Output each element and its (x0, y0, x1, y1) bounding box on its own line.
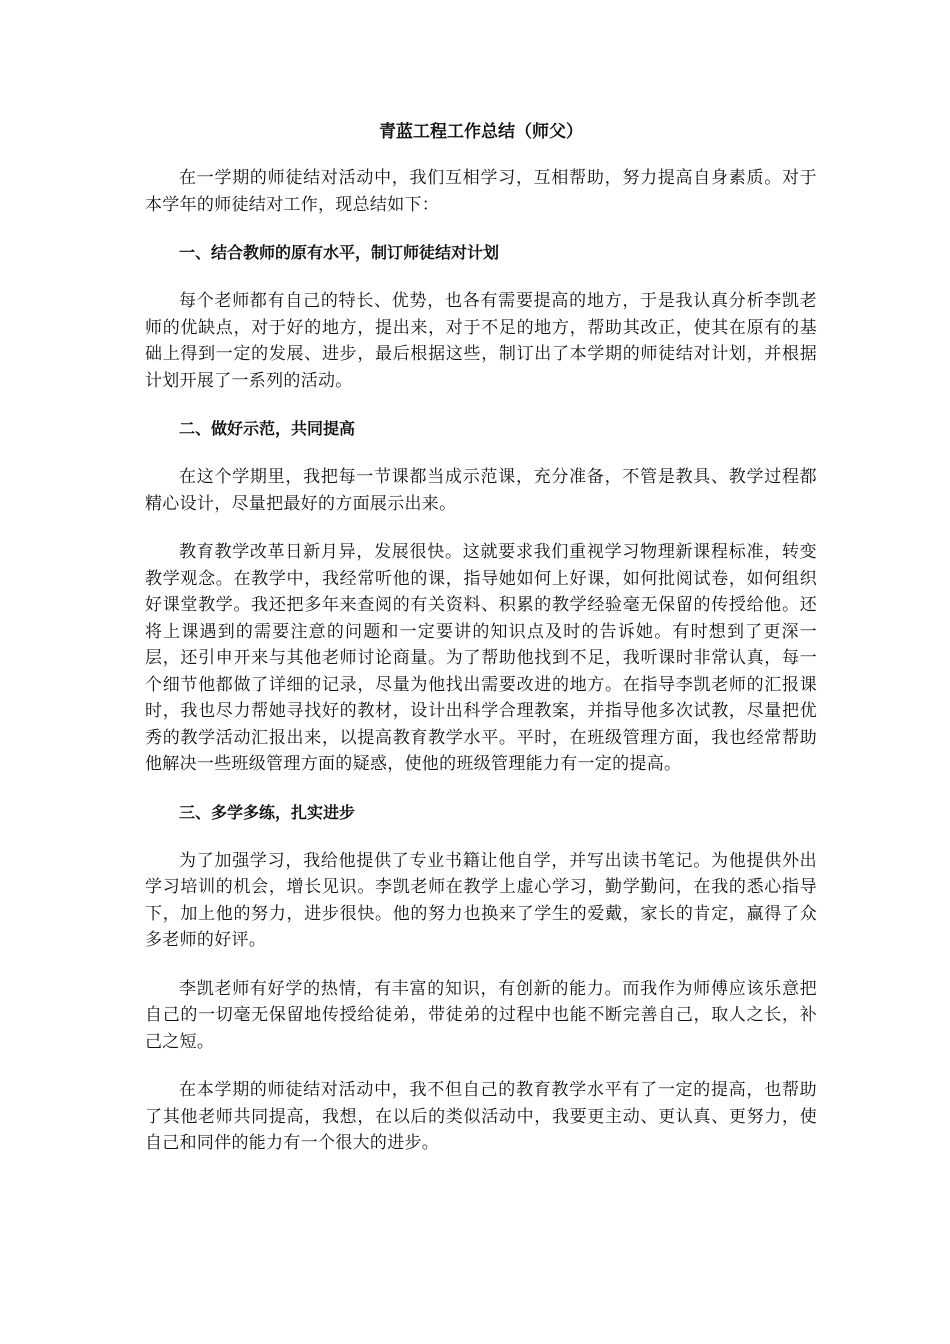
section-1-heading: 一、结合教师的原有水平，制订师徒结对计划 (179, 243, 500, 262)
section-2-paragraph-2: 教育教学改革日新月异，发展很快。这就要求我们重视学习物理新课程标准，转变教学观念。在教学中，我经常听他的课，指导她如何上好课，如何批阅试卷，如何组织好课堂教学。我还把多年来查阅的有关资料、积累的教学经验毫无保留的传授给他。还将上课遇到的需要注意的问题和一定要讲的知识点及时的告诉她。有时想到了更深一层，还引申开来与其他老师讨论商量。为了帮助他找到不足，我听课时非常认真，每一个细节他都做了详细的记录，尽量为他找出需要改进的地方。在指导李凯老师的汇报课时，我也尽力帮她寻找好的教材，设计出科学合理教案，并指导他多次试教，尽量把优秀的教学活动汇报出来，以提高教育教学水平。平时，在班级管理方面，我也经常帮助他解决一些班级管理方面的疑惑，使他的班级管理能力有一定的提高。 (145, 542, 817, 774)
section-2-heading: 二、做好示范，共同提高 (179, 419, 356, 438)
document-page (145, 119, 817, 1179)
document-title: 青蓝工程工作总结（师父） (379, 122, 583, 142)
section-2-paragraph-1: 在这个学期里，我把每一节课都当成示范课，充分准备，不管是教具、教学过程都精心设计，尽量把最好的方面展示出来。 (145, 467, 817, 514)
section-3-paragraph-3: 在本学期的师徒结对活动中，我不但自己的教育教学水平有了一定的提高，也帮助了其他老师共同提高，我想，在以后的类似活动中，我要更主动、更认真、更努力，使自己和同伴的能力有一个很大的进步。 (145, 1080, 817, 1153)
section-3-paragraph-1: 为了加强学习，我给他提供了专业书籍让他自学，并写出读书笔记。为他提供外出学习培训的机会，增长见识。李凯老师在教学上虚心学习，勤学勤问，在我的悉心指导下，加上他的努力，进步很快。他的努力也换来了学生的爱戴，家长的肯定，赢得了众多老师的好评。 (145, 850, 817, 950)
section-1-paragraph-1: 每个老师都有自己的特长、优势，也各有需要提高的地方，于是我认真分析李凯老师的优缺点，对于好的地方，提出来，对于不足的地方，帮助其改正，使其在原有的基础上得到一定的发展、进步，最后根据这些，制订出了本学期的师徒结对计划，并根据计划开展了一系列的活动。 (145, 291, 817, 391)
section-3-heading: 三、多学多练，扎实进步 (179, 802, 356, 822)
section-3-paragraph-2: 李凯老师有好学的热情，有丰富的知识，有创新的能力。而我作为师傅应该乐意把自己的一切毫无保留地传授给徒弟，带徒弟的过程中也能不断完善自己，取人之长，补己之短。 (145, 978, 817, 1052)
intro-paragraph: 在一学期的师徒结对活动中，我们互相学习，互相帮助，努力提高自身素质。对于本学年的师徒结对工作，现总结如下： (145, 168, 817, 215)
